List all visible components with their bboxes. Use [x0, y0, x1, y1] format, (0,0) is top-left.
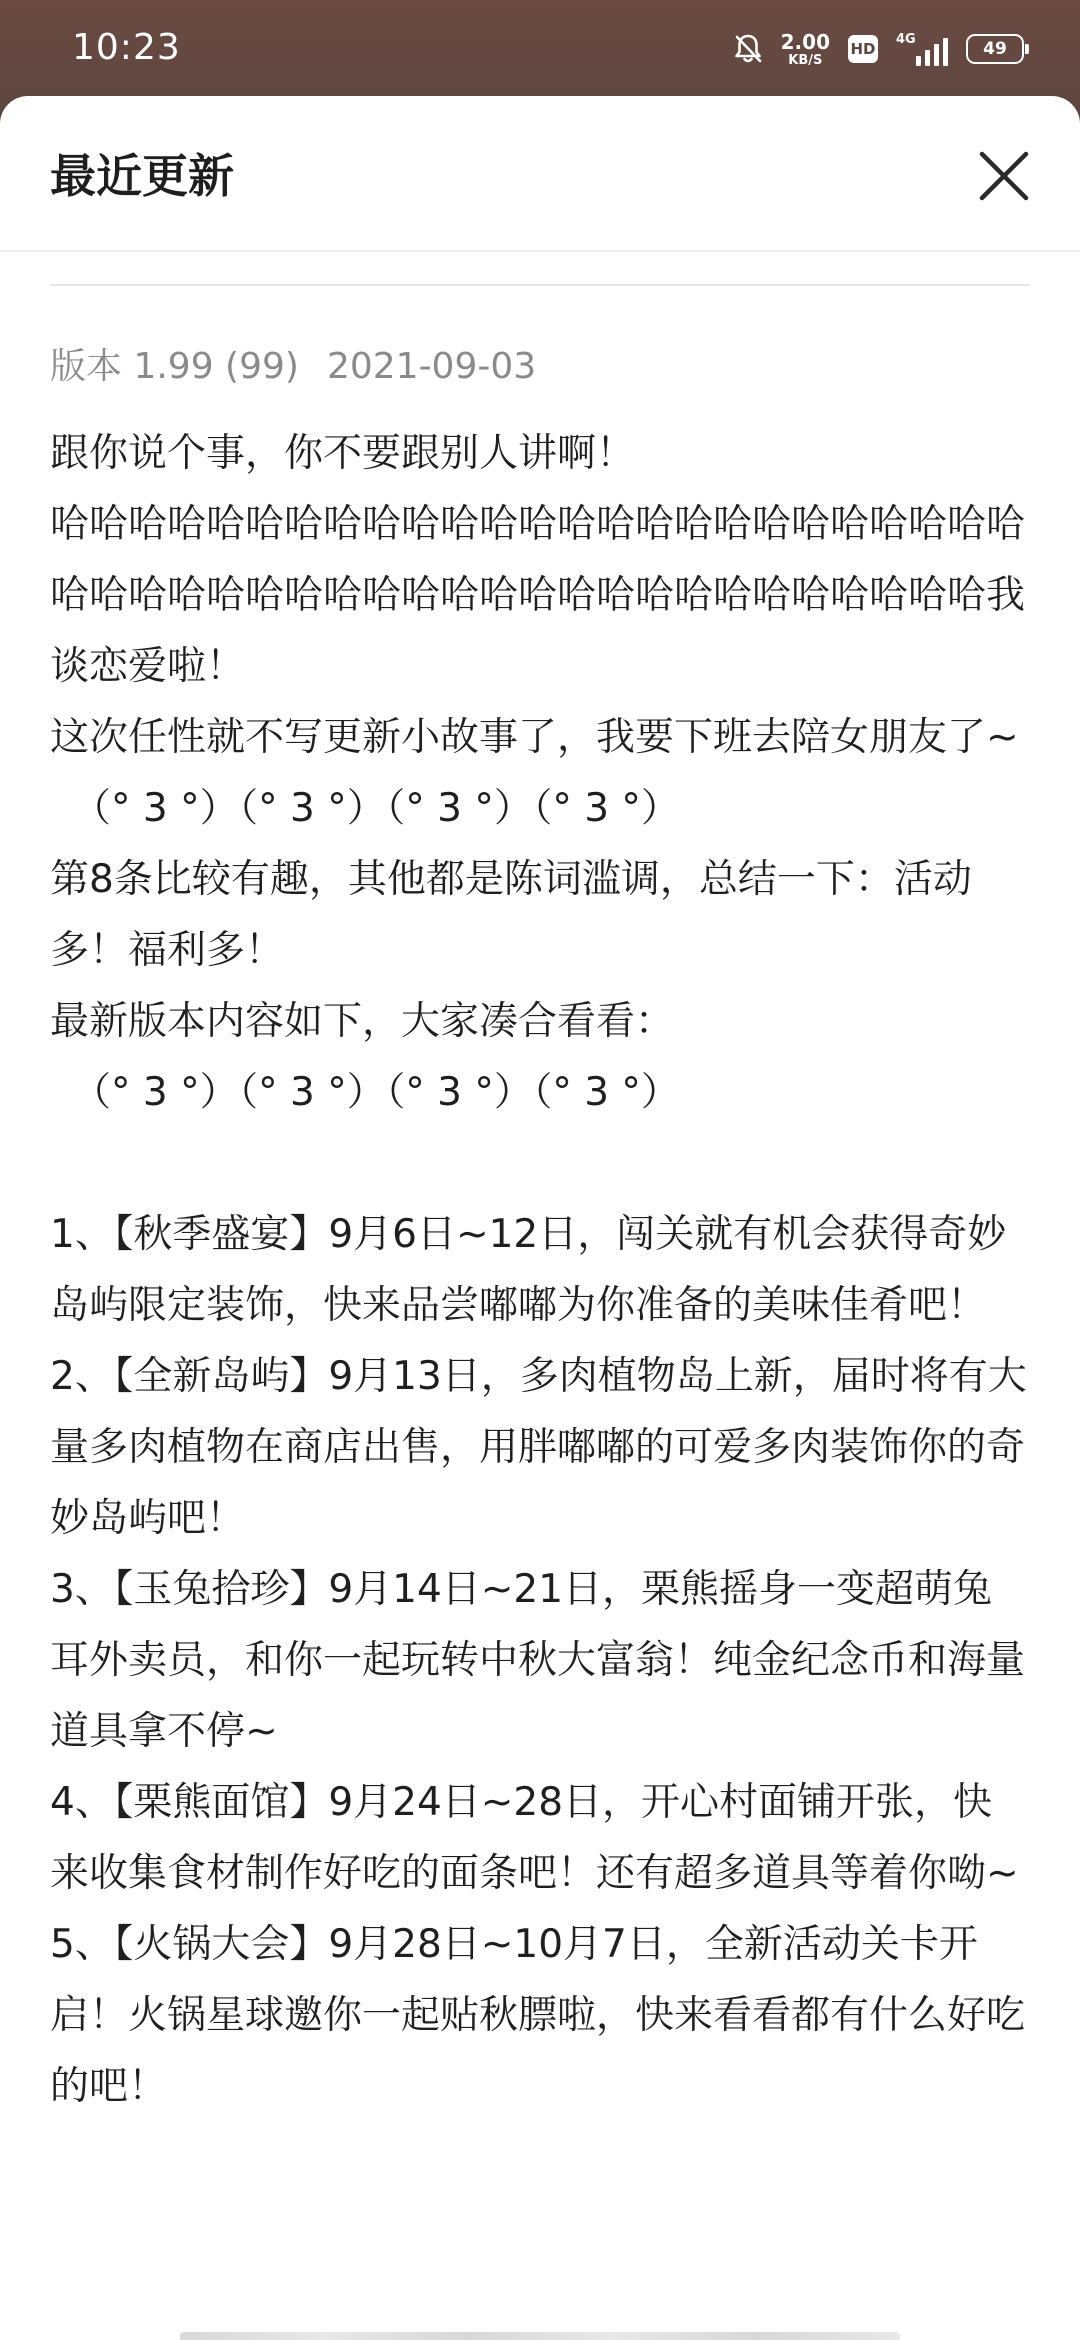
- note-paragraph: 跟你说个事，你不要跟别人讲啊！: [50, 431, 636, 476]
- update-item: 1、【秋季盛宴】9月6日~12日，闯关就有机会获得奇妙岛屿限定装饰，快来品尝嘟嘟为你准备的美味佳肴吧！: [50, 1212, 1007, 1328]
- signal-icon: [896, 32, 948, 66]
- network-speed-unit: KB/S: [788, 52, 823, 68]
- sheet-title: 最近更新: [50, 149, 234, 203]
- content-divider: [50, 284, 1030, 286]
- bell-off-icon: [733, 33, 763, 65]
- network-type: 4G: [896, 32, 916, 47]
- note-paragraph: 这次任性就不写更新小故事了，我要下班去陪女朋友了~: [50, 715, 1019, 760]
- emoticon-line: （° 3 °）（° 3 °）（° 3 °）（° 3 °）: [72, 786, 680, 831]
- version-date: 2021-09-03: [326, 346, 537, 387]
- scroll-indicator[interactable]: [180, 2332, 900, 2340]
- battery-icon: [966, 34, 1024, 64]
- emoticon-line: （° 3 °）（° 3 °）（° 3 °）（° 3 °）: [72, 1070, 680, 1115]
- update-item: 2、【全新岛屿】9月13日，多肉植物岛上新，届时将有大量多肉植物在商店出售，用胖嘟嘟的可爱多肉装饰你的奇妙岛屿吧！: [50, 1354, 1027, 1541]
- version-label: 版本 1.99 (99): [50, 346, 299, 387]
- update-item: 5、【火锅大会】9月28日~10月7日，全新活动关卡开启！火锅星球邀你一起贴秋膘啦，快来看看都有什么好吃的吧！: [50, 1922, 1026, 2109]
- blank-line: [50, 1128, 1030, 1199]
- note-paragraph: 最新版本内容如下，大家凑合看看：: [50, 999, 675, 1044]
- status-bar: [0, 0, 1080, 96]
- hd-badge: HD: [848, 35, 878, 63]
- status-time: 10:23: [72, 27, 181, 68]
- version-info: [50, 342, 536, 392]
- sheet-header: [0, 96, 1080, 252]
- close-button[interactable]: [968, 140, 1040, 212]
- battery-level: 49: [983, 39, 1007, 59]
- update-item: 3、【玉兔拾珍】9月14日~21日，栗熊摇身一变超萌兔耳外卖员，和你一起玩转中秋大富翁！纯金纪念币和海量道具拿不停~: [50, 1567, 1026, 1754]
- note-paragraph: 第8条比较有趣，其他都是陈词滥调，总结一下：活动多！福利多！: [50, 857, 972, 973]
- close-x-icon: [978, 150, 1030, 202]
- update-sheet: [0, 96, 1080, 2340]
- update-item: 4、【栗熊面馆】9月24日~28日，开心村面铺开张，快来收集食材制作好吃的面条吧！还有超多道具等着你呦~: [50, 1780, 1019, 1896]
- release-notes: [50, 418, 1030, 2122]
- note-paragraph: 哈哈哈哈哈哈哈哈哈哈哈哈哈哈哈哈哈哈哈哈哈哈哈哈哈哈哈哈哈哈哈哈哈哈哈哈哈哈哈哈哈哈哈哈哈哈哈哈哈我谈恋爱啦！: [50, 502, 1026, 689]
- status-icons: [733, 26, 1024, 72]
- bottom-fade: [0, 2190, 1080, 2340]
- network-speed: [780, 29, 830, 68]
- network-speed-value: 2.00: [780, 29, 830, 54]
